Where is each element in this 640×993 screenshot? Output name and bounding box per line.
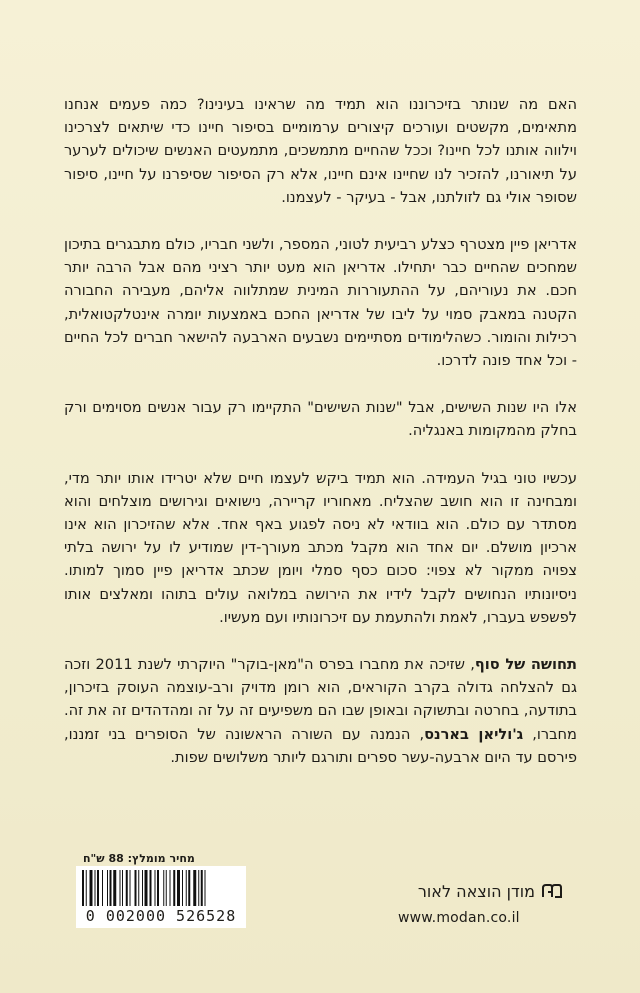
publisher-name: מודן הוצאה לאור: [417, 882, 535, 901]
blurb-paragraph-1: האם מה שנותר בזיכרוננו הוא תמיד מה שראינו בעינינו? כמה פעמים אנחנו מתאימים, מקשטים ועורכים קיצורים ערמומיים בסיפור חיינו כדי שיתאים לצרכינו וילווה אותנו לכל חיינו? וככל שהחיים מתמשכים, מתמעטים האנשים שיכולים לערער על תיאורנו, להזכיר לנו שחיינו אינם חיינו, אלא רק הסיפור שסיפרנו על חיינו, סיפור שסופר אולי גם לזולתנו, אבל - בעיקר - לעצמנו.: [64, 96, 577, 206]
blurb-paragraph-5-part-a: , שזיכה את מחברו בפרס ה"מאן-בוקר" היוקרתי לשנת 2011 וזכה גם להצלחה גדולה בקרב הקוראים, הוא רומן מדויק ורב-עוצמה העוסק בזיכרון, בתודעה, בחרטה ובתשוקה ובאופן שבו הם משפיעים זה על זה ומהדהדים זה את זה. מחברו,: [64, 656, 577, 743]
blurb-text: [64, 93, 577, 793]
publisher-url: www.modan.co.il: [398, 910, 520, 926]
blurb-paragraph-2: אדריאן פיין מצטרף כצלע רביעית לטוני, המספר, ולשני חבריו, כולם מתבגרים בתיכון שמחכים שהחיים כבר יתחילו. אדריאן הוא מעט יותר רציני מהם אבל הרבה יותר חכם. את נעוריהם, על ההתעוררות המינית שמתלווה אליהם, מעבירה החבורה הקטנה במאבק סמוי על ליבו של אדריאן החכם באמצעות יומרה אינטלקטואלית, רכילות והומור. כשהלימודים מסתיימים נשבעים הארבעה להישאר חברים לכל החיים - וכל אחד פונה לדרכו.: [64, 236, 577, 370]
barcode-digits: 0 002000 526528: [76, 906, 246, 928]
blurb-paragraph-3: אלו היו שנות השישים, אבל "שנות השישים" התקיימו רק עבור אנשים מסוימים ורק בחלק מהמקומות באנגליה.: [64, 399, 577, 440]
price-label: מחיר מומלץ: 88 ש"ח: [83, 852, 195, 865]
barcode-bars: [82, 870, 240, 910]
blurb-paragraph-4: עכשיו טוני בגיל העמידה. הוא תמיד ביקש לעצמו חיים שלא יטרידו אותו יותר מדי, ומבחינה זו הוא חושב שהצליח. מאחוריו קריירה, נישואים וגירושים מוצלחים והוא מסתדר עם כולם. הוא בוודאי לא ניסה לפגוע באף אחד. אלא שהזיכרון הוא אינו ארכיון מושלם. יום אחד הוא מקבל מכתב מעורך-דין שמודיע לו על ירושה בלתי צפויה ממקור לא צפוי: סכום כסף סמלי ויומן שכתב אדריאן פיין סמוך למותו. ניסיונותיו הנחושים לקבל לידיו את הירושה במלואה עולים בתוהו ומאלצים אותו לפשפש בעברו, לאמת ולהתעמת עם זיכרונותיו ועם מעשיו.: [64, 469, 577, 626]
author-name: ג'וליאן בארנס: [424, 725, 524, 743]
blurb-paragraph-5-part-b: , הנמנה עם השורה הראשונה של הסופרים בני זמננו, פירסם עד היום ארבעה-עשר ספרים ותורגם ליותר משלושים שפות.: [64, 725, 577, 766]
publisher-name-row: [398, 882, 563, 903]
book-title: תחושה של סוף: [474, 656, 577, 674]
blurb-paragraph-5: [64, 653, 577, 769]
modan-logo-icon: [541, 883, 563, 903]
